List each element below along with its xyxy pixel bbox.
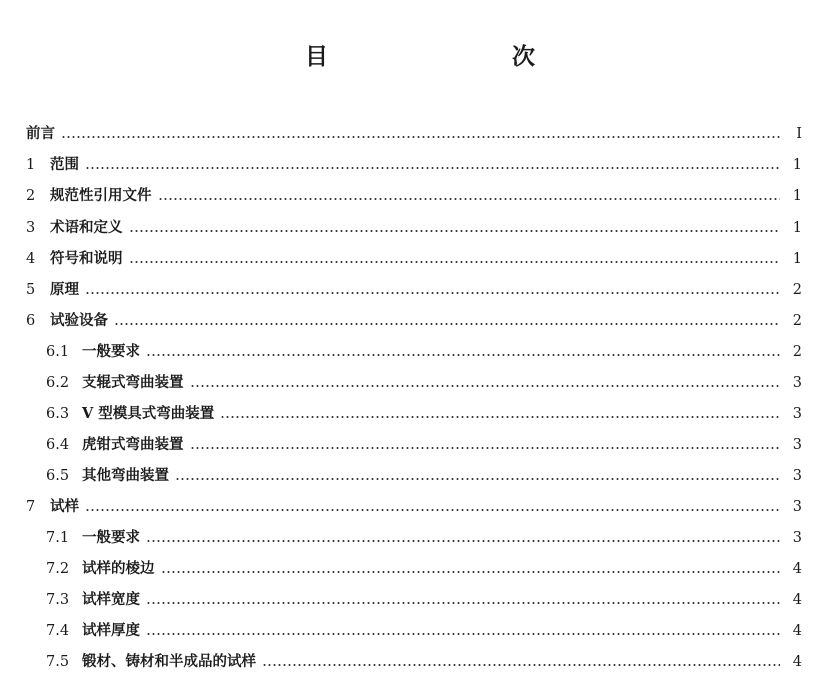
toc-entry-label: 一般要求 [82, 343, 140, 360]
toc-entry-label: 其他弯曲装置 [82, 467, 169, 484]
dot-leader [190, 447, 781, 449]
toc-entry-6-4[interactable] [46, 432, 802, 454]
dot-leader [262, 664, 780, 666]
toc-entry-label: 前言 [26, 125, 55, 142]
toc-page-number: 3 [792, 499, 802, 515]
dot-leader [146, 354, 780, 356]
toc-entry-label: 范围 [50, 156, 79, 173]
toc-page-number: 1 [792, 251, 802, 267]
toc-section-number: 7.4 [46, 623, 70, 639]
dot-leader [220, 416, 780, 418]
dot-leader [146, 602, 780, 604]
toc-page-number: 3 [792, 375, 802, 391]
toc-section-number: 7.1 [46, 530, 70, 546]
toc-section-number: 7.2 [46, 561, 70, 577]
toc-page-number: 4 [792, 654, 802, 670]
dot-leader [85, 292, 780, 294]
toc-section-number: 6.2 [46, 375, 70, 391]
dot-leader [129, 230, 781, 232]
dot-leader [175, 478, 780, 480]
toc-section-number: 3 [26, 220, 36, 236]
toc-entry-preface[interactable] [26, 121, 802, 143]
toc-section-number: 7.5 [46, 654, 70, 670]
toc-page-number: 3 [792, 437, 802, 453]
toc-page-number: 1 [792, 157, 802, 173]
toc-entry-label: 符号和说明 [50, 250, 123, 267]
toc-page-number: 3 [792, 406, 802, 422]
toc-entry-7-2[interactable] [46, 556, 802, 578]
toc-entry-4[interactable] [26, 246, 802, 268]
toc-page-number: 2 [792, 282, 802, 298]
toc-section-number: 6 [26, 313, 36, 329]
toc-section-number: 1 [26, 157, 36, 173]
dot-leader [190, 385, 781, 387]
toc-entry-label: 规范性引用文件 [50, 187, 152, 204]
toc-entry-label: 试样宽度 [82, 591, 140, 608]
toc-entry-label: 试样 [50, 498, 79, 515]
toc-page-number: 1 [792, 188, 802, 204]
toc-section-number: 6.5 [46, 468, 70, 484]
toc-entry-7-1[interactable] [46, 525, 802, 547]
dot-leader [85, 167, 780, 169]
toc-section-number: 6.4 [46, 437, 70, 453]
toc-section-number: 7.3 [46, 592, 70, 608]
dot-leader [129, 261, 781, 263]
toc-section-number: 5 [26, 282, 36, 298]
toc-page-number: 4 [792, 561, 802, 577]
toc-entry-label: V 型模具式弯曲装置 [82, 405, 215, 422]
dot-leader [114, 323, 780, 325]
toc-entry-label: 试验设备 [50, 312, 108, 329]
toc-entry-6-2[interactable] [46, 370, 802, 392]
toc-entry-label: 试样厚度 [82, 622, 140, 639]
dot-leader [161, 571, 781, 573]
dot-leader [158, 198, 781, 200]
toc-entry-label: 锻材、铸材和半成品的试样 [82, 653, 256, 670]
toc-entry-2[interactable] [26, 183, 802, 205]
toc-section-number: 4 [26, 251, 36, 267]
toc-page-number: 4 [792, 623, 802, 639]
toc-entry-label: 一般要求 [82, 529, 140, 546]
page-title: 目 次 [305, 43, 581, 70]
dot-leader [61, 136, 780, 138]
toc-entry-5[interactable] [26, 277, 802, 299]
toc-entry-6-3[interactable] [46, 401, 802, 423]
toc-entry-label: 术语和定义 [50, 219, 123, 236]
toc-page-number: 4 [792, 592, 802, 608]
toc-page-number: 3 [792, 468, 802, 484]
toc-entry-label: 试样的棱边 [82, 560, 155, 577]
toc-entry-3[interactable] [26, 215, 802, 237]
toc-page-number: 1 [792, 220, 802, 236]
toc-entry-label: 支辊式弯曲装置 [82, 374, 184, 391]
toc-section-number: 6.1 [46, 344, 70, 360]
toc-entry-label: 原理 [50, 281, 79, 298]
toc-entry-7-4[interactable] [46, 618, 802, 640]
toc-section-number: 2 [26, 188, 36, 204]
toc-page-number: 3 [792, 530, 802, 546]
toc-entry-6[interactable] [26, 308, 802, 330]
dot-leader [146, 540, 780, 542]
toc-entry-6-1[interactable] [46, 339, 802, 361]
toc-entry-7-3[interactable] [46, 587, 802, 609]
toc-page-number: I [796, 126, 802, 142]
toc-section-number: 6.3 [46, 406, 70, 422]
toc-entry-7-5[interactable] [46, 649, 802, 671]
dot-leader [146, 633, 780, 635]
toc-entry-7[interactable] [26, 494, 802, 516]
toc-page-number: 2 [792, 344, 802, 360]
toc-section-number: 7 [26, 499, 36, 515]
toc-entry-6-5[interactable] [46, 463, 802, 485]
toc-entry-1[interactable] [26, 152, 802, 174]
toc-page-number: 2 [792, 313, 802, 329]
toc-entry-label: 虎钳式弯曲装置 [82, 436, 184, 453]
dot-leader [85, 509, 780, 511]
